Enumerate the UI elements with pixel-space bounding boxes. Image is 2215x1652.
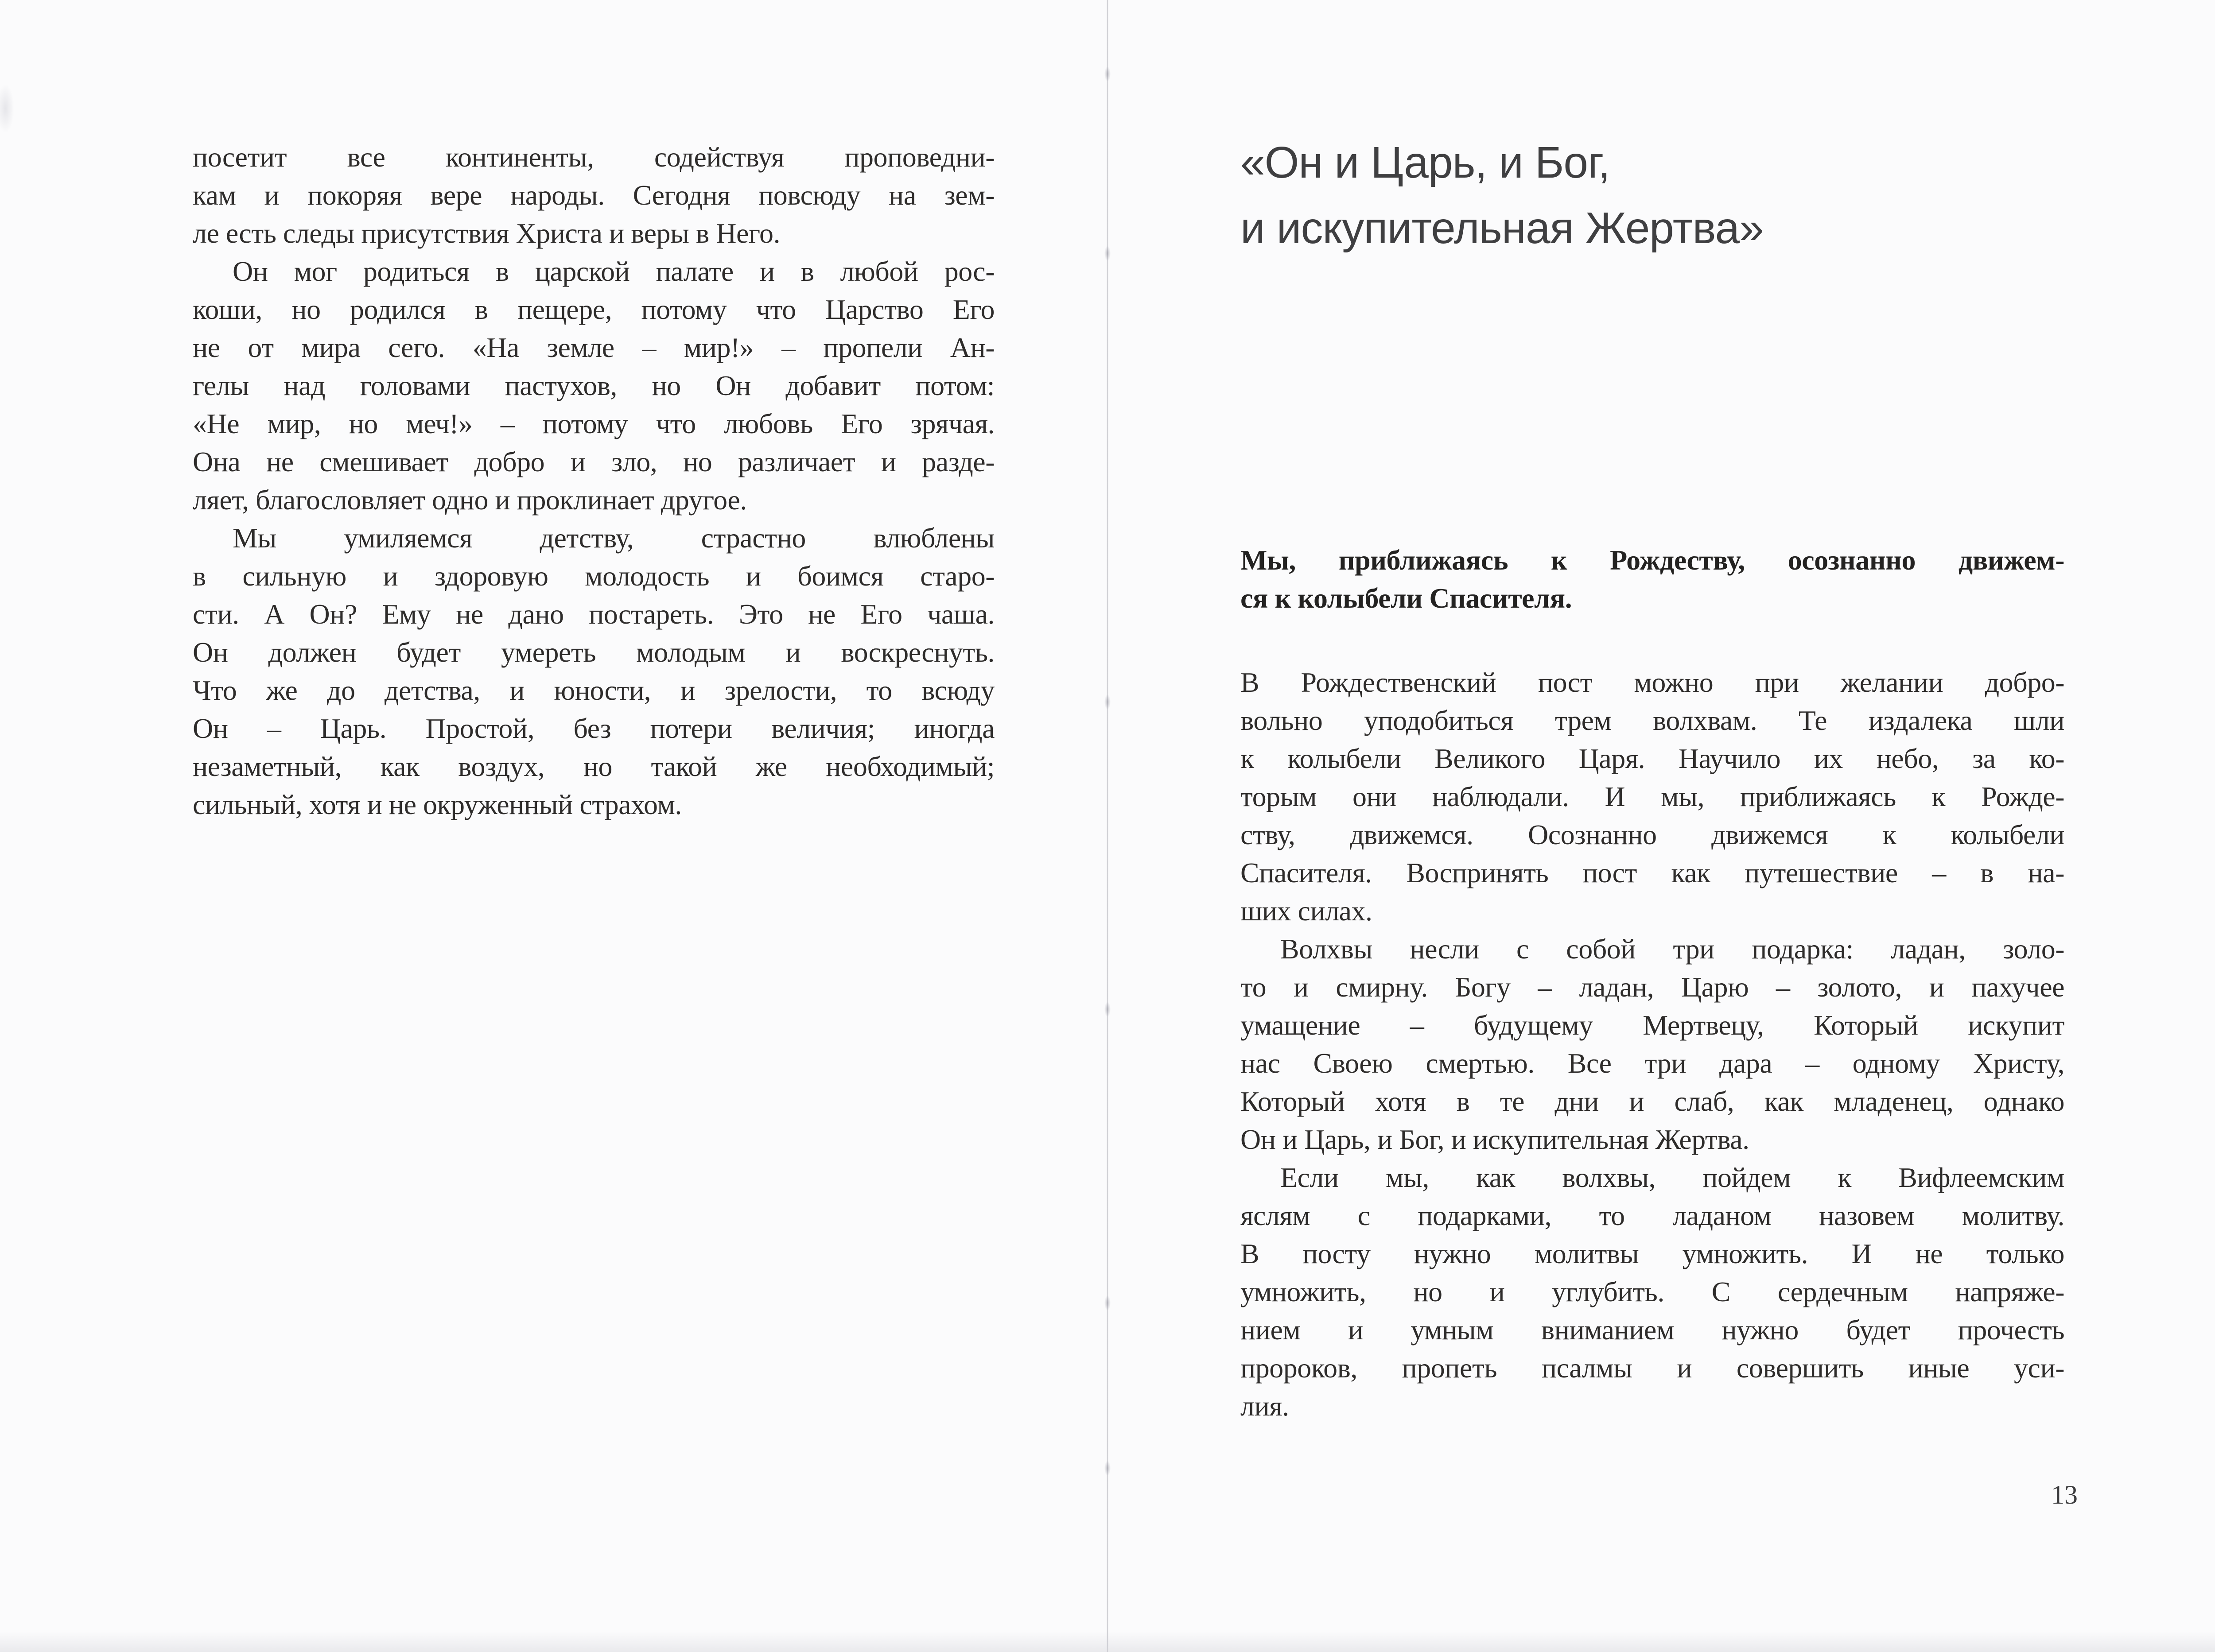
body-text-line: «Не мир, но меч!» – потому что любовь Его зрячая.	[193, 408, 995, 439]
stitch-mark	[1104, 1461, 1111, 1476]
lead-text-line: ся к колыбели Спасителя.	[1240, 582, 1572, 614]
body-text-line: торым они наблюдали. И мы, приближаясь к Рожде-	[1240, 781, 2064, 812]
body-text-line: Что же до детства, и юности, и зрелости, то всюду	[193, 675, 995, 706]
lead-text-line: Мы, приближаясь к Рождеству, осознанно движем-	[1240, 544, 2064, 576]
page-number: 13	[2051, 1480, 2078, 1509]
body-text-line: Если мы, как волхвы, пойдем к Вифлеемским	[1280, 1162, 2064, 1193]
body-text-line: лия.	[1240, 1390, 1289, 1422]
body-text-line: Он должен будет умереть молодым и воскреснуть.	[193, 636, 995, 668]
body-text-line: к колыбели Великого Царя. Научило их небо, за ко-	[1240, 743, 2064, 774]
stitch-mark	[1104, 1002, 1111, 1017]
body-text-line: Он мог родиться в царской палате и в любой рос-	[233, 256, 995, 287]
body-text-line: в сильную и здоровую молодость и боимся старо-	[193, 560, 995, 592]
body-text-line: ляет, благословляет одно и проклинает другое.	[193, 484, 747, 516]
right-page-body-text	[1240, 663, 2064, 1425]
body-text-line: яслям с подарками, то ладаном назовем молитву.	[1240, 1200, 2064, 1231]
body-text-line: незаметный, как воздух, но такой же необходимый;	[193, 751, 995, 782]
body-text-line: пророков, пропеть псалмы и совершить иные уси-	[1240, 1352, 2064, 1384]
body-text-line: посетит все континенты, содействуя проповедни-	[193, 141, 995, 173]
paper-smudge	[0, 84, 14, 133]
body-text-line: Спасителя. Воспринять пост как путешествие – в на-	[1240, 857, 2064, 888]
body-text-line: гелы над головами пастухов, но Он добавит потом:	[193, 370, 995, 401]
stitch-mark	[1104, 1295, 1111, 1311]
body-text-line: Который хотя в те дни и слаб, как младенец, однако	[1240, 1086, 2064, 1117]
body-text-line: ле есть следы присутствия Христа и веры в Него.	[193, 217, 780, 249]
body-text-line: вольно уподобиться трем волхвам. Те издалека шли	[1240, 705, 2064, 736]
body-text-line: Он и Царь, и Бог, и искупительная Жертва.	[1240, 1124, 1749, 1155]
body-text-line: Она не смешивает добро и зло, но различает и разде-	[193, 446, 995, 477]
body-text-line: ству, движемся. Осознанно движемся к колыбели	[1240, 819, 2064, 850]
stitch-mark	[1104, 694, 1111, 710]
body-text-line: нием и умным вниманием нужно будет прочесть	[1240, 1314, 2064, 1346]
body-text-line: Он – Царь. Простой, без потери величия; иногда	[193, 713, 995, 744]
book-spine-gutter	[1107, 0, 1108, 1652]
page-bottom-edge-shadow	[0, 1632, 2215, 1652]
chapter-title-line: «Он и Царь, и Бог,	[1240, 138, 1610, 187]
chapter-title	[1240, 130, 2126, 261]
lead-paragraph	[1240, 541, 2064, 617]
body-text-line: умащение – будущему Мертвецу, Который искупит	[1240, 1009, 2064, 1041]
body-text-line: нас Своею смертью. Все три дара – одному Христу,	[1240, 1047, 2064, 1079]
body-text-line: Волхвы несли с собой три подарка: ладан, золо-	[1280, 933, 2064, 965]
body-text-line: В Рождественский пост можно при желании добро-	[1240, 667, 2064, 698]
body-text-line: кам и покоряя вере народы. Сегодня повсюду на зем-	[193, 179, 995, 211]
body-text-line: сти. А Он? Ему не дано постареть. Это не Его чаша.	[193, 598, 995, 630]
body-text-line: не от мира сего. «На земле – мир!» – пропели Ан-	[193, 332, 995, 363]
stitch-mark	[1104, 246, 1111, 261]
body-text-line: то и смирну. Богу – ладан, Царю – золото, и пахучее	[1240, 971, 2064, 1003]
body-text-line: В посту нужно молитвы умножить. И не только	[1240, 1238, 2064, 1269]
chapter-title-line: и искупительная Жертва»	[1240, 203, 1764, 253]
body-text-line: сильный, хотя и не окруженный страхом.	[193, 789, 682, 820]
stitch-mark	[1104, 66, 1111, 81]
body-text-line: Мы умиляемся детству, страстно влюблены	[233, 522, 995, 554]
left-page-body-text	[193, 138, 995, 824]
body-text-line: ших силах.	[1240, 895, 1372, 927]
body-text-line: умножить, но и углубить. С сердечным напряже-	[1240, 1276, 2064, 1307]
body-text-line: коши, но родился в пещере, потому что Царство Его	[193, 294, 995, 325]
